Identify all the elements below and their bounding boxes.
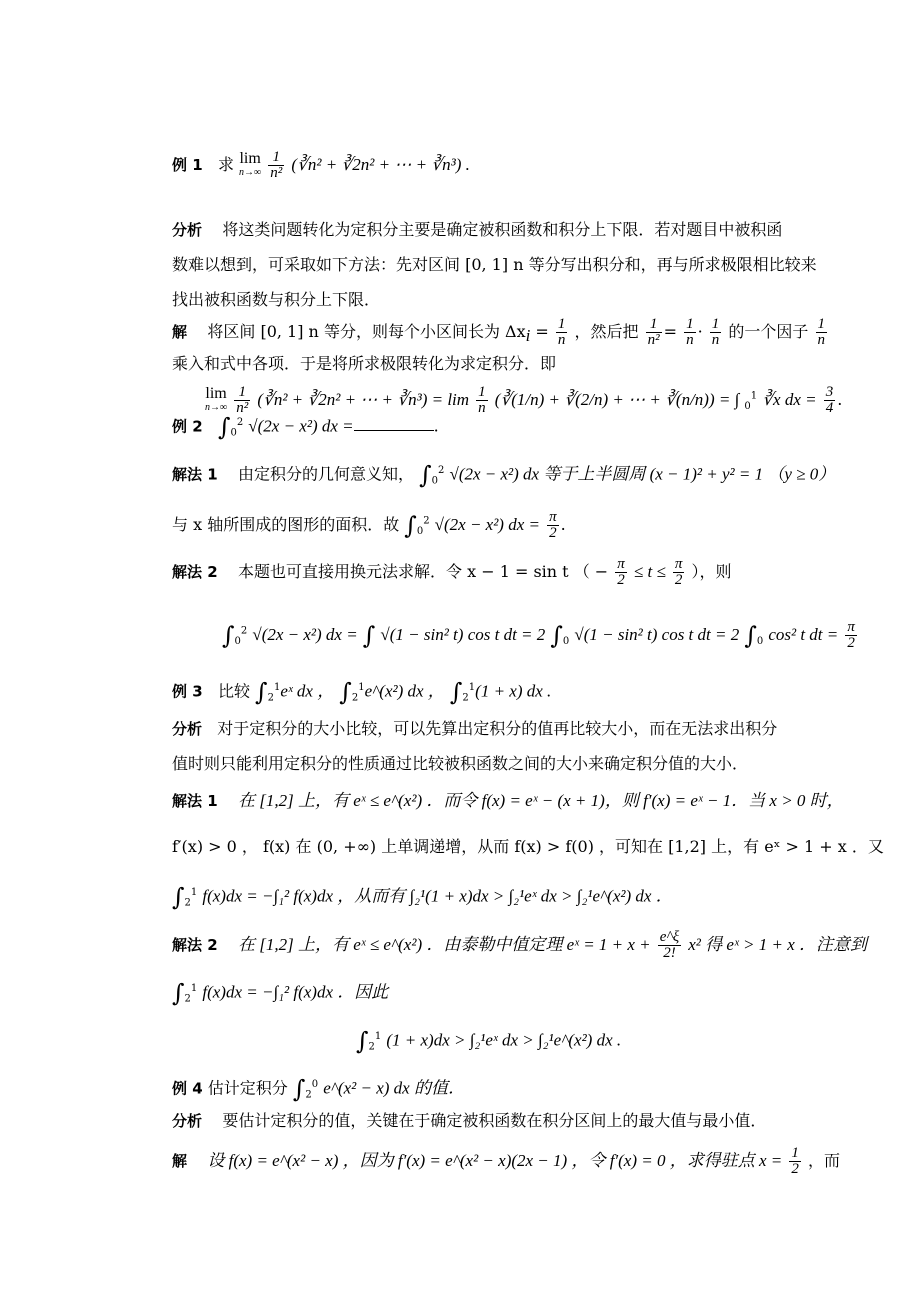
method-text: x² 得 eˣ > 1 + x ．注意到 [688,935,867,954]
fraction-3-over-4: $\frac{3}{4}$ [825,384,834,416]
example-4-text: e^(x² − x) dx 的值． [323,1078,465,1098]
solution-4-line [172,1146,840,1177]
fraction-1-over-n: $\frac{1}{n}$ [478,384,486,416]
method-text: 在 [1,2] 上，有 eˣ ≤ e^(x²) ．而令 f(x) = eˣ − (x + 1)，则 f′(x) = eˣ − 1．当 x > 0 时， [238,791,844,810]
example-1-expression: (∛n² + ∛2n² + ⋯ + ∛n³) . [291,155,470,174]
example-1-prompt: 求 [217,155,234,174]
equation-part: √(1 − sin² t) cos t dt = 2 [380,625,546,644]
ex3-method-1-line-3: $\int_2^1$ f(x)dx = −∫₁² f(x)dx ，从而有 ∫₂¹(1 + x)dx > ∫₂¹eˣ dx > ∫₂¹e^(x²) dx ． [172,882,673,911]
ex3-method-2-equation: $\int_2^1$ (1 + x)dx > ∫₂¹eˣ dx > ∫₂¹e^(x²) dx . [356,1026,622,1055]
limit-operator: lim n→∞ [239,149,262,178]
integral-2: e^(x²) dx ， [364,681,445,701]
example-2-integrand: √(2x − x²) dx = [248,416,354,436]
integral-sign: ∫ [744,621,757,650]
solution-1-line-1: 解 将区间 [0, 1] n 等分，则每个小区间长为 $\Delta x_i$ = $\frac{1}{n}$ ，然后把 $\frac{1}{\text{n²}}$ = $\frac{1}{n}$ · $\frac{1}{n}$ 的一个因子 $\frac{1}{n}$ [172,316,825,348]
ex2-method-2-equation: $\int_0^2$ √(2x − x²) dx = ∫ √(1 − sin² t) cos t dt = 2 $\int_0$ √(1 − sin² t) cos t dt = 2 $\int_0$ cos² t dt = $\frac{\pi}{2}$ [222,619,855,651]
example-4-label: 例 4 [172,1079,203,1098]
integral-sign: ∫ [292,1074,306,1103]
ex3-method-2-line-2: $\int_2^1$ f(x)dx = −∫₁² f(x)dx ．因此 [172,978,389,1007]
fraction-1-over-n2: $\frac{1}{\text{n²}}$ [236,384,249,416]
analysis-1-line-1 [172,219,782,241]
fraction-e-xi-over-2-factorial: $\frac{e\^{}\xi}{2!}$ [659,929,680,961]
analysis-label: 分析 [172,1112,203,1130]
solution-1-equation: lim n→∞ $\frac{1}{\text{n²}}$ (∛n² + ∛2n² + ⋯ + ∛n³) = lim $\frac{1}{n}$ (∛(1/n) + ∛(2/n) + ⋯ + ∛(n/n)) = ∫ $_0^1$ ∛x dx = $\frac{3}{4}$ . [205,384,843,416]
integral-sign: ∫ [404,511,417,540]
integral-sign: ∫ [172,978,185,1007]
example-3-line: 例 3 比较 $\int_2^1eˣ$ dx ， $\int_2^1e\^{}(x^2)$ dx ， $\int_2^1(1 + x)$ dx . [172,677,552,706]
solution-label: 解 [172,323,188,341]
integral-sign: ∫ [419,460,432,489]
fraction-1-over-n2: $\frac{1}{\text{n²}}$ [647,316,660,348]
analysis-3-line-1 [172,718,777,740]
analysis-label: 分析 [172,221,203,239]
example-1-line [172,150,470,181]
fraction-1-over-n2: $\frac{1}{\text{n²}}$ [270,149,283,181]
ex3-method-1-line-1 [172,790,844,812]
method-text: √(2x − x²) dx = [434,515,540,534]
example-3-text: 比较 [217,681,250,701]
fraction-pi-over-2: $\frac{\pi}{2}$ [549,509,557,541]
analysis-4-line [172,1110,766,1132]
period: . [433,416,439,436]
method-text: 由定积分的几何意义知， [238,464,415,484]
method-label: 解法 2 [172,563,218,581]
ex3-method-2-line-1 [172,930,867,961]
integral-3: (1 + x) dx . [475,681,552,701]
analysis-3-line-2: 值时则只能利用定积分的性质通过比较被积函数之间的大小来确定积分值的大小． [172,754,749,773]
integral-sign: ∫ [339,677,352,706]
equation-part: (∛(1/n) + ∛(2/n) + ⋯ + ∛(n/n)) = ∫ [494,390,740,409]
integral-sign: ∫ [362,621,376,650]
answer-blank[interactable] [354,416,434,431]
analysis-label: 分析 [172,720,203,738]
ex3-method-1-line-2: f′(x) > 0 ， f(x) 在 (0, +∞) 上单调递增，从而 f(x) > f(0) ，可知在 [1,2] 上，有 eˣ > 1 + x ．又 [172,837,884,856]
analysis-text: 将这类问题转化为定积分主要是确定被积函数和积分上下限．若对题目中被积函 [222,220,783,239]
analysis-1-line-2: 数难以想到，可采取如下方法：先对区间 [0, 1] n 等分写出积分和，再与所求极限相比较来 [172,255,817,274]
method-text: f(x)dx = −∫₁² f(x)dx ．因此 [202,982,389,1002]
method-label: 解法 2 [172,936,218,954]
method-text: f(x)dx = −∫₁² f(x)dx ，从而有 ∫₂¹(1 + x)dx > ∫₂¹eˣ dx > ∫₂¹e^(x²) dx ． [202,886,673,906]
example-4-line: 例 4 估计定积分 $\int_2^0$ e^(x² − x) dx 的值． [172,1074,465,1103]
equation-part: (∛n² + ∛2n² + ⋯ + ∛n³) = lim [257,390,470,409]
analysis-1-line-3: 找出被积函数与积分上下限． [172,290,381,309]
method-label: 解法 1 [172,465,218,484]
ex2-method-1-line-1: 解法 1 由定积分的几何意义知， $\int_0^2$ √(2x − x²) dx 等于上半圆周 (x − 1)² + y² = 1 （y ≥ 0） [172,460,836,489]
integral-sign: ∫ [550,621,563,650]
solution-text: ，然后把 [574,322,639,341]
example-2-line: 例 2 $\int_0^2$ √(2x − x²) dx = . [172,412,439,441]
solution-text: 设 f(x) = e^(x² − x) ，因为 f′(x) = e^(x² − x)(2x − 1) ，令 f′(x) = 0 ，求得驻点 x = [207,1151,783,1170]
solution-1-line-2: 乘入和式中各项．于是将所求极限转化为求定积分．即 [172,354,557,373]
method-label: 解法 1 [172,792,218,810]
method-text: 在 [1,2] 上，有 eˣ ≤ e^(x²) ．由泰勒中值定理 eˣ = 1 + x + [238,935,651,954]
fraction-pi-over-2: $\frac{\pi}{2}$ [617,556,625,588]
integral-sign: ∫ [222,621,235,650]
analysis-text: 要估计定积分的值，关键在于确定被积函数在积分区间上的最大值与最小值． [222,1111,767,1130]
fraction-1-over-n: $\frac{1}{n}$ [711,316,720,348]
ex2-method-1-line-2: 与 x 轴所围成的图形的面积．故 $\int_0^2$ √(2x − x²) dx = $\frac{\pi}{2}$ . [172,509,566,541]
solution-text: 的一个因子 [728,322,809,341]
method-text: ≤ t ≤ [633,562,666,581]
limit-operator: lim n→∞ [205,384,228,413]
solution-text: 将区间 [0, 1] n 等分，则每个小区间长为 Δx [207,322,526,341]
fraction-1-over-n: $\frac{1}{n}$ [817,316,825,348]
integral-sign: ∫ [217,412,231,441]
solution-label: 解 [172,1152,188,1170]
equation-part: cos² t dt = [768,625,839,644]
method-text: 本题也可直接用换元法求解．令 x − 1 = sin t （ − [238,562,609,581]
integral-sign: ∫ [449,677,463,706]
fraction-pi-over-2: $\frac{\pi}{2}$ [674,556,683,588]
method-text: √(2x − x²) dx 等于上半圆周 (x − 1)² + y² = 1 （y ≥ 0） [449,464,836,484]
equation-part: (1 + x)dx > ∫₂¹eˣ dx > ∫₂¹e^(x²) dx . [386,1030,622,1050]
fraction-pi-over-2: $\frac{\pi}{2}$ [847,619,855,651]
ex2-method-2-line-1 [172,557,732,588]
example-3-label: 例 3 [172,682,203,701]
fraction-1-over-2: $\frac{1}{2}$ [791,1145,799,1177]
integral-sign: ∫ [172,882,185,911]
analysis-text: 对于定积分的大小比较，可以先算出定积分的值再比较大小，而在无法求出积分 [217,719,778,738]
integral-sign: ∫ [255,677,268,706]
solution-text: ，而 [807,1151,840,1170]
integral-1: eˣ dx ， [280,681,335,701]
equation-part: √(1 − sin² t) cos t dt = 2 [574,625,740,644]
method-text: 与 x 轴所围成的图形的面积．故 [172,515,400,534]
method-text: ），则 [691,562,732,581]
equation-part: √(2x − x²) dx = [252,625,358,644]
fraction-1-over-n: $\frac{1}{n}$ [686,316,694,348]
equation-part: ∛x dx = [762,390,817,409]
example-2-label: 例 2 [172,417,203,436]
example-4-text: 估计定积分 [207,1078,288,1098]
fraction-1-over-n: $\frac{1}{n}$ [557,316,566,348]
integral-sign: ∫ [356,1026,369,1055]
example-1-label: 例 1 [172,156,203,174]
